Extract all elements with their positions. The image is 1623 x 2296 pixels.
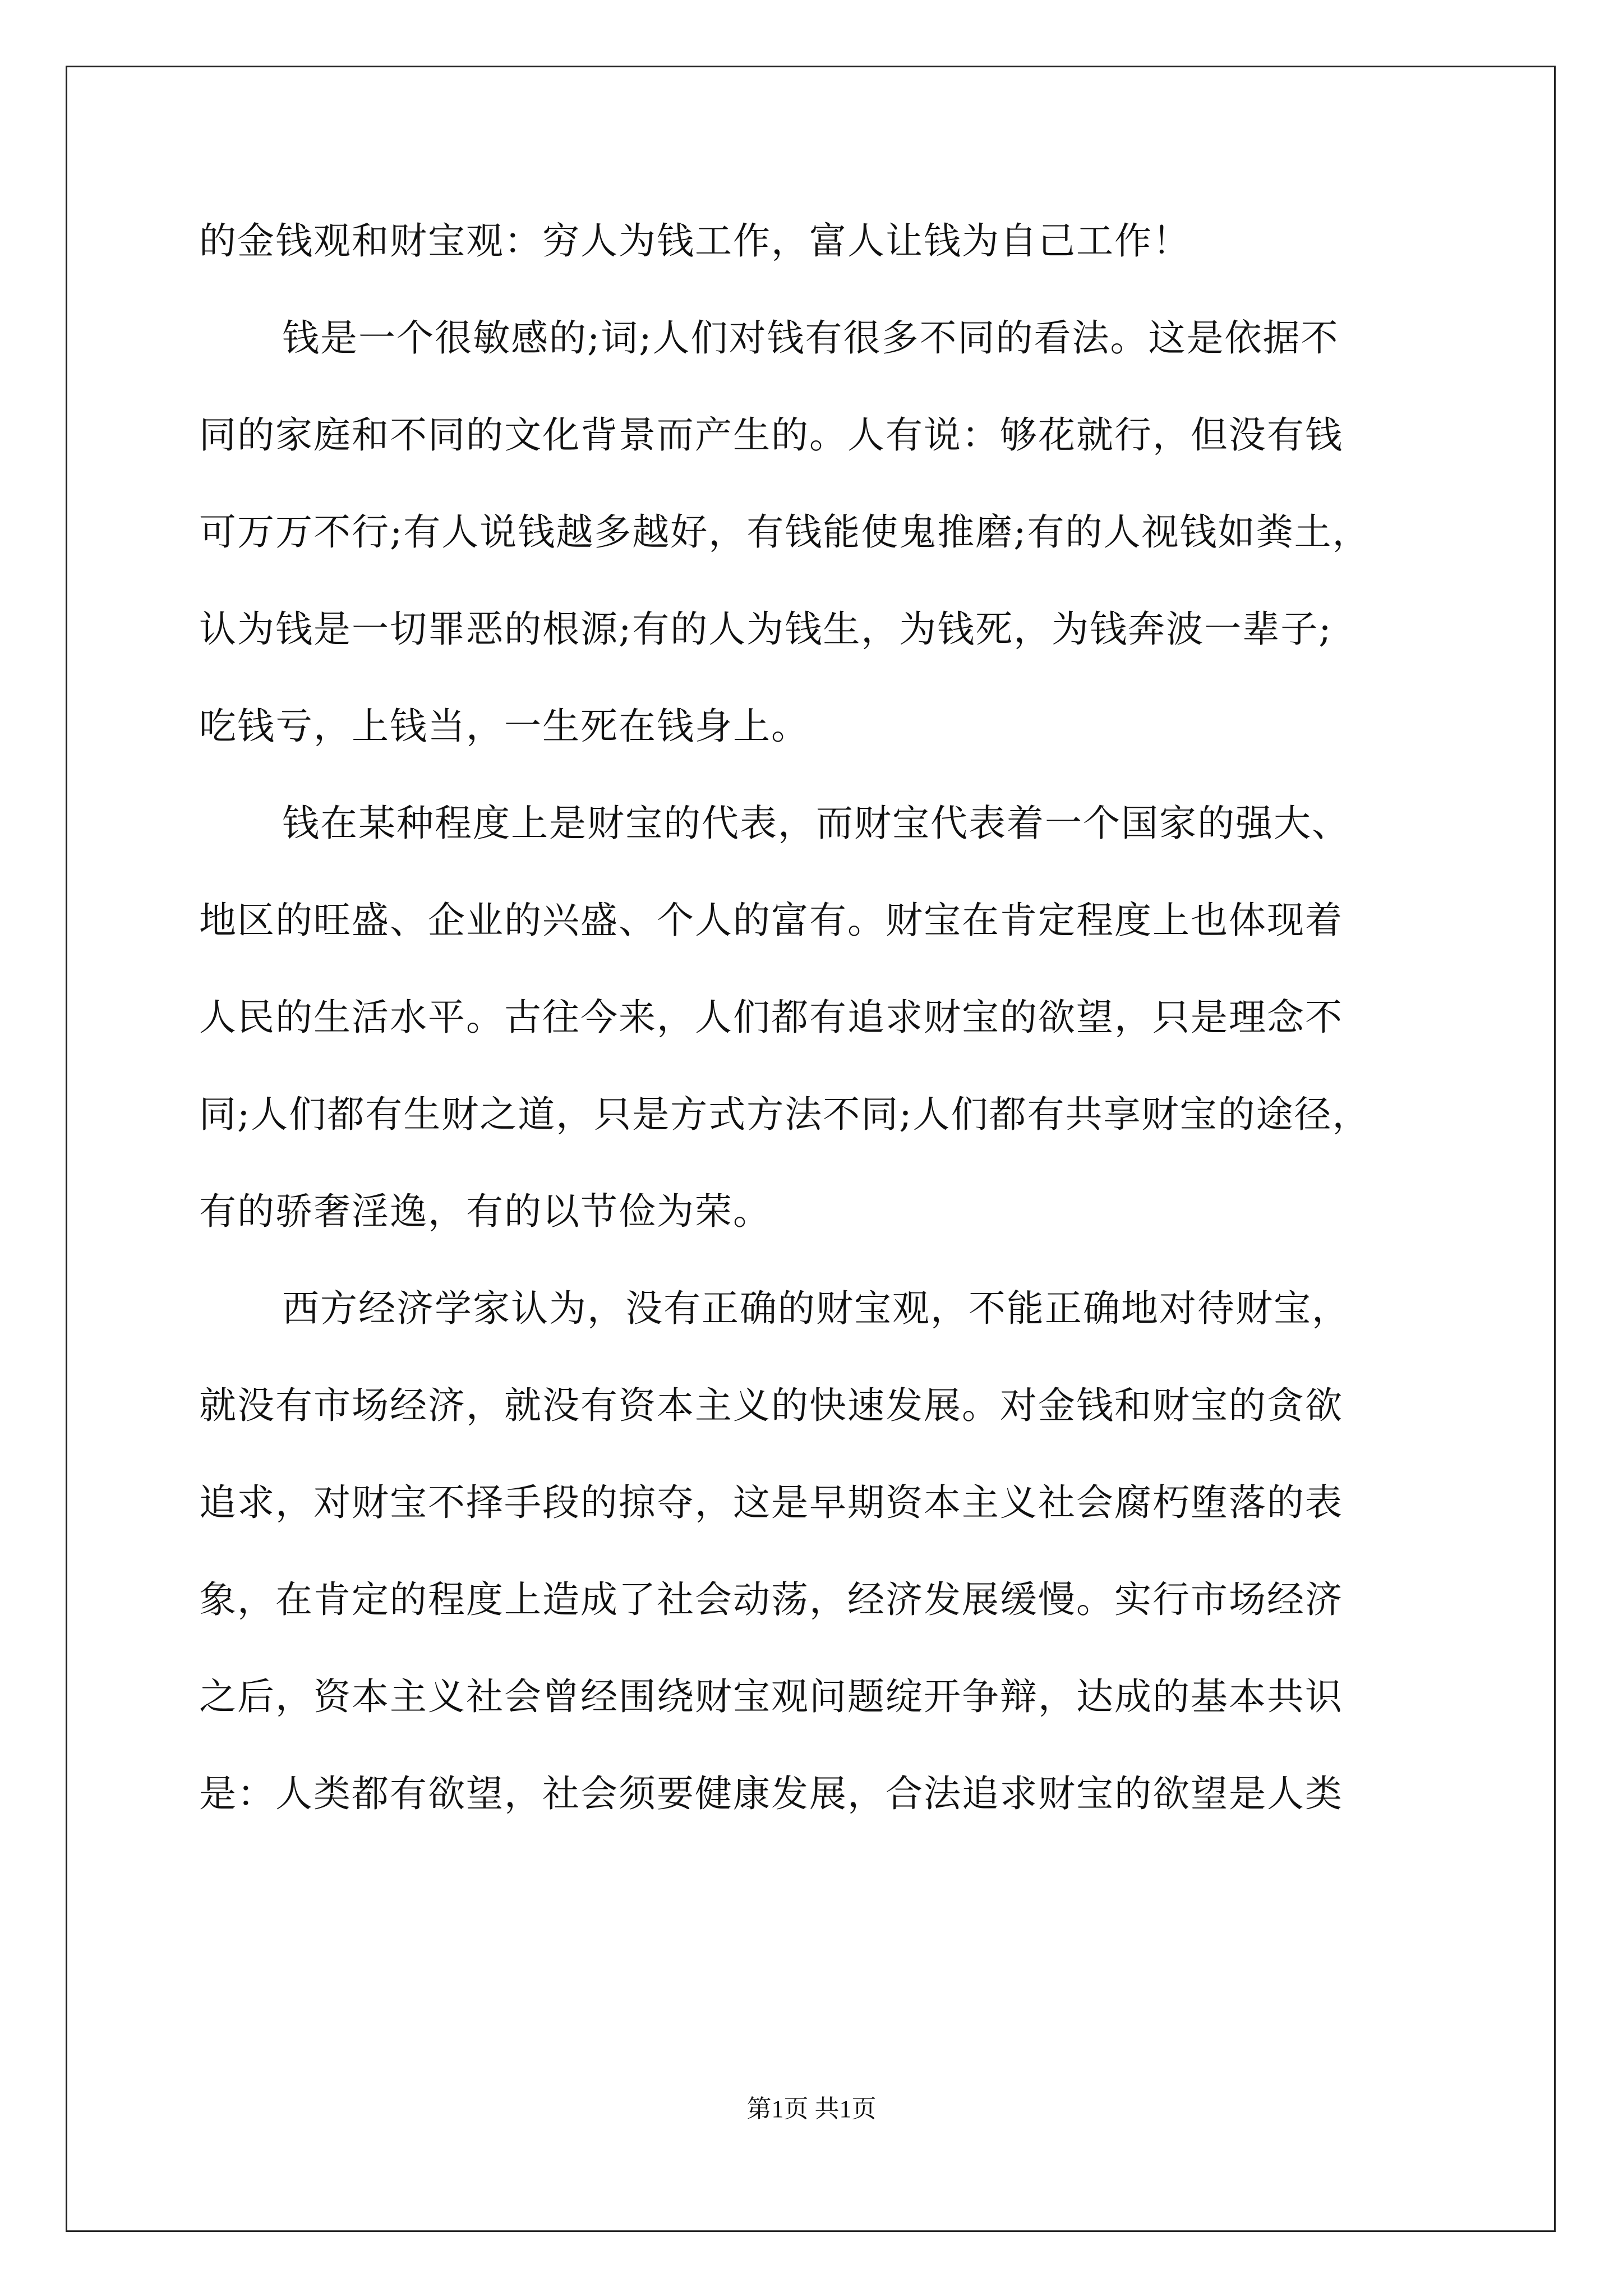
text-line: 地区的旺盛、企业的兴盛、个人的富有。财宝在肯定程度上也体现着 <box>199 899 1343 942</box>
text-line: 钱是一个很敏感的;词;人们对钱有很多不同的看法。这是依据不 <box>282 316 1339 360</box>
page-border <box>66 66 1556 2232</box>
text-line: 是：人类都有欲望，社会须要健康发展，合法追求财宝的欲望是人类 <box>199 1772 1343 1815</box>
text-line: 同的家庭和不同的文化背景而产生的。人有说：够花就行，但没有钱 <box>199 413 1343 457</box>
text-line: 钱在某种程度上是财宝的代表，而财宝代表着一个国家的强大、 <box>282 802 1350 845</box>
text-line: 追求，对财宝不择手段的掠夺，这是早期资本主义社会腐朽堕落的表 <box>199 1481 1343 1524</box>
text-line: 人民的生活水平。古往今来，人们都有追求财宝的欲望，只是理念不 <box>199 996 1343 1039</box>
text-line: 就没有市场经济，就没有资本主义的快速发展。对金钱和财宝的贪欲 <box>199 1384 1343 1427</box>
text-line: 的金钱观和财宝观：穷人为钱工作，富人让钱为自己工作！ <box>199 219 1191 263</box>
text-line: 有的骄奢淫逸，有的以节俭为荣。 <box>199 1190 771 1233</box>
page-footer: 第1页 共1页 <box>746 2095 877 2123</box>
text-line: 认为钱是一切罪恶的根源;有的人为钱生，为钱死，为钱奔波一辈子; <box>199 608 1332 651</box>
text-line: 吃钱亏，上钱当，一生死在钱身上。 <box>199 705 809 748</box>
text-line: 之后，资本主义社会曾经围绕财宝观问题绽开争辩，达成的基本共识 <box>199 1675 1343 1718</box>
text-line: 西方经济学家认为，没有正确的财宝观，不能正确地对待财宝， <box>282 1287 1350 1330</box>
text-line: 象，在肯定的程度上造成了社会动荡，经济发展缓慢。实行市场经济 <box>199 1578 1343 1621</box>
text-line: 可万万不行;有人说钱越多越好，有钱能使鬼推磨;有的人视钱如粪土， <box>199 510 1371 554</box>
text-line: 同;人们都有生财之道，只是方式方法不同;人们都有共享财宝的途径， <box>199 1093 1371 1136</box>
